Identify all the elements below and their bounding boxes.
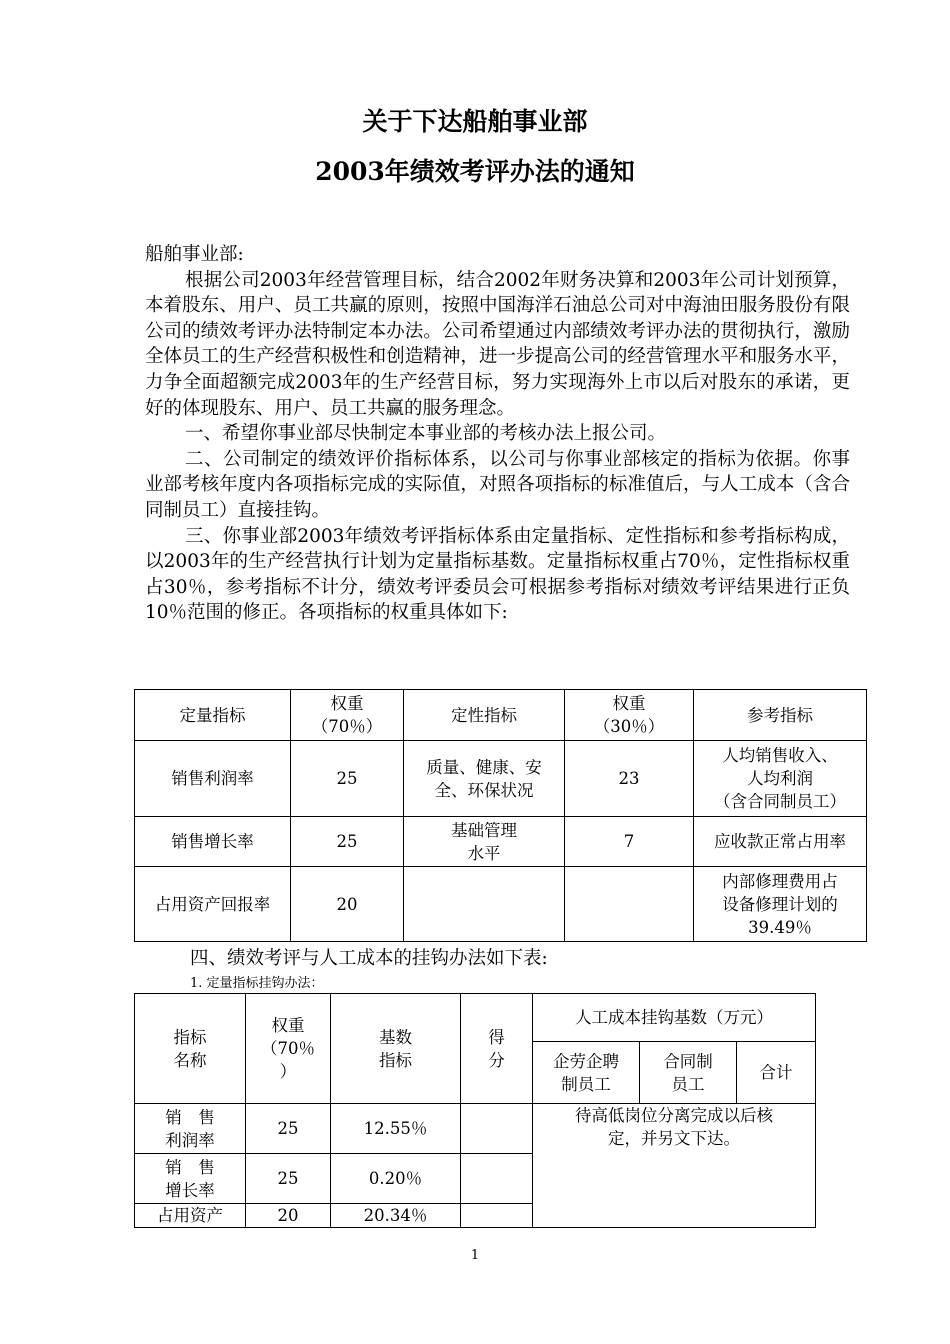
paragraph-3: 二、公司制定的绩效评价指标体系，以公司与你事业部核定的指标为依据。你事业部考核年度内各项指标完成的实际值，对照各项指标的标准值后，与人工成本（含合同制员工）直接挂钩。 [145, 448, 850, 521]
paragraph-1: 根据公司2003年经营管理目标，结合2002年财务决算和2003年公司计划预算，本着股东、用户、员工共赢的原则，按照中国海洋石油总公司对中海油田服务股份有限公司的绩效考评办法特制定本办法。公司希望通过内部绩效考评办法的贯彻执行，激励全体员工的生产经营积极性和创造精神，进一步提高公司的经营管理水平和服务水平，力争全面超额完成2003年的生产经营目标，努力实现海外上市以后对股东的承诺，更好的体现股东、用户、员工共赢的服务理念。 [145, 269, 850, 419]
table-cell: 质量、健康、安 全、环保状况 [404, 741, 565, 817]
table-cell [461, 1204, 533, 1228]
table-header-cell: 合同制 员工 [640, 1042, 737, 1104]
section-4-subheading: 1. 定量指标挂钩办法： [190, 976, 324, 991]
document-title-line1: 关于下达船舶事业部 [362, 107, 588, 136]
table-header-cell: 定性指标 [404, 690, 565, 741]
table-cell: 应收款正常占用率 [694, 817, 867, 867]
table-header-cell: 企劳企聘 制员工 [533, 1042, 640, 1104]
table-cell: 20.34％ [331, 1204, 461, 1228]
table-header-cell: 基数 指标 [331, 994, 461, 1104]
table-header-cell: 指标 名称 [135, 994, 246, 1104]
table-cell: 25 [291, 741, 404, 817]
table-row [135, 817, 867, 867]
table-cell: 销售增长率 [135, 817, 291, 867]
table-cell: 销 售 利润率 [135, 1104, 246, 1154]
paragraph-4: 三、你事业部2003年绩效考评指标体系由定量指标、定性指标和参考指标构成，以2003年的生产经营执行计划为定量指标基数。定量指标权重占70％，定性指标权重占30％，参考指标不计分，绩效考评委员会可根据参考指标对绩效考评结果进行正负10％范围的修正。各项指标的权重具体如下: [145, 525, 850, 624]
table-cell: 内部修理费用占 设备修理计划的 39.49％ [694, 867, 867, 942]
quantitative-link-table [134, 993, 816, 1228]
table-header-cell: 权重 （70％） [291, 690, 404, 741]
table-cell: 25 [246, 1154, 331, 1204]
table-row [135, 867, 867, 942]
table-header-cell: 定量指标 [135, 690, 291, 741]
table-cell: 占用资产回报率 [135, 867, 291, 942]
table-cell: 人均销售收入、 人均利润 （含合同制员工） [694, 741, 867, 817]
section-4-heading: 四、绩效考评与人工成本的挂钩办法如下表: [190, 948, 548, 969]
paragraph-2: 一、希望你事业部尽快制定本事业部的考核办法上报公司。 [185, 423, 667, 445]
table-cell: 23 [565, 741, 694, 817]
table-header-cell: 权重 （70％ ） [246, 994, 331, 1104]
table-cell: 20 [291, 867, 404, 942]
salutation: 船舶事业部: [145, 244, 244, 265]
table-cell: 销 售 增长率 [135, 1154, 246, 1204]
table-header-row [135, 690, 867, 741]
table-header-cell: 权重 （30％） [565, 690, 694, 741]
table-cell: 20 [246, 1204, 331, 1228]
table-cell: 销售利润率 [135, 741, 291, 817]
table-cell: 25 [246, 1104, 331, 1154]
table-cell [404, 867, 565, 942]
table-note-cell: 待高低岗位分离完成以后核 定，并另文下达。 [533, 1104, 816, 1228]
table-header-row [135, 994, 816, 1042]
table-cell [461, 1104, 533, 1154]
table-cell: 0.20％ [331, 1154, 461, 1204]
table-cell: 占用资产 [135, 1204, 246, 1228]
page-number: 1 [470, 1248, 480, 1263]
document-title-line2: 2003年绩效考评办法的通知 [315, 157, 635, 186]
table-header-cell: 人工成本挂钩基数（万元） [533, 994, 816, 1042]
table-cell: 7 [565, 817, 694, 867]
table-cell: 25 [291, 817, 404, 867]
weight-table [134, 689, 867, 942]
table-cell [461, 1154, 533, 1204]
table-header-cell: 参考指标 [694, 690, 867, 741]
table-row [135, 1104, 816, 1154]
table-cell: 12.55％ [331, 1104, 461, 1154]
table-cell: 基础管理 水平 [404, 817, 565, 867]
document-body [145, 242, 850, 626]
table-header-cell: 合计 [737, 1042, 816, 1104]
table-header-cell: 得 分 [461, 994, 533, 1104]
table-row [135, 741, 867, 817]
table-cell [565, 867, 694, 942]
